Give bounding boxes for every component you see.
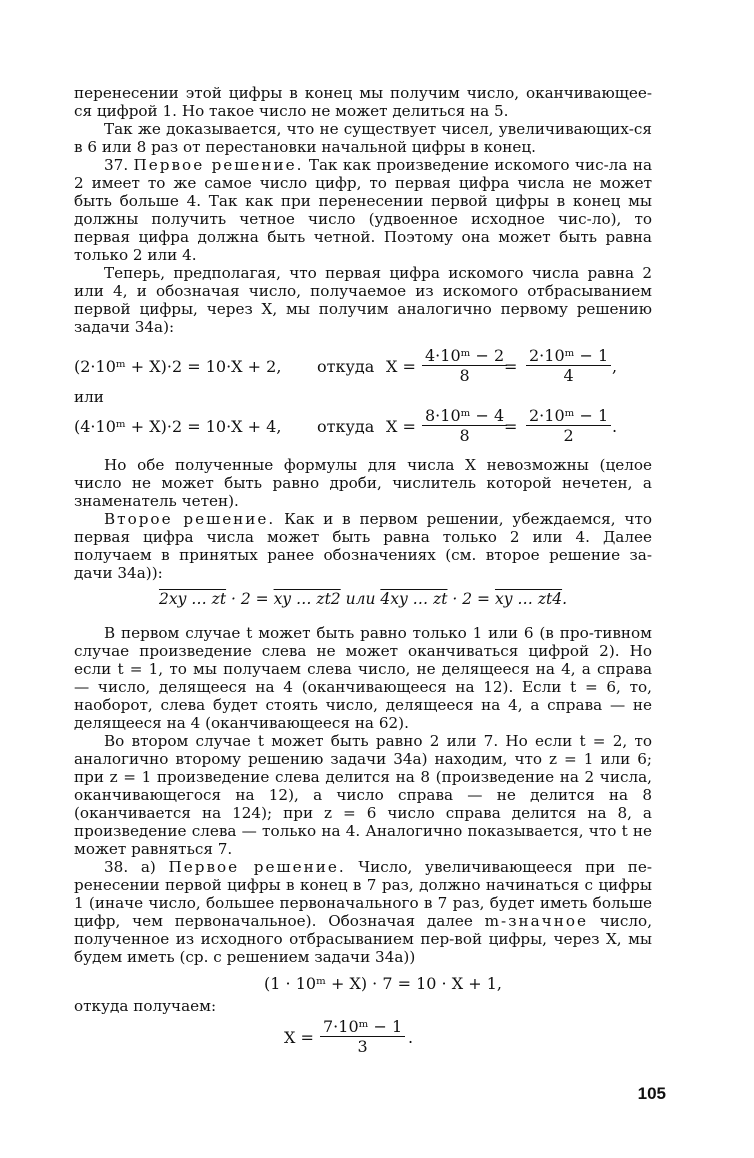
paragraph: Но обе полученные формулы для числа X невозможны (целое число не может быть равно дроби, числитель которой нечетен, а знаменатель четен). — [74, 456, 652, 510]
fraction: $\frac{\text{7·10ᵐ − 1}}{3}$ — [320, 1017, 405, 1056]
problem-number: 37. — [104, 156, 129, 174]
problem-number: 38. а) — [104, 858, 156, 876]
fraction: $\frac{\text{4·10ᵐ − 2}}{8}$ — [422, 346, 507, 385]
formula-3: 2xy … zt · 2 = xy … zt2 или 4xy … zt · 2 = xy … zt4. — [158, 590, 568, 608]
solution-heading: Первое решение. — [168, 858, 346, 876]
solution-heading: Второе решение. — [104, 510, 276, 528]
paragraph: Второе решение. Как и в первом решении, убеждаемся, что первая цифра числа может быть равна только 2 или 4. Далее получаем в принятых ранее обозначениях (см. второе решение за-дачи 34а)): — [74, 510, 652, 582]
formula-1: (2·10ᵐ + X)·2 = 10·X + 2, откуда X = $\frac{\text{4·10ᵐ − 2}}{8}$ = $\frac{\text{2·10ᵐ − 1}}{4}$ , — [74, 346, 618, 385]
fraction: $\frac{\text{2·10ᵐ − 1}}{2}$ — [526, 406, 611, 445]
paragraph: 37. Первое решение. Так как произведение искомого чис-ла на 2 имеет то же самое число цифр, то первая цифра числа не может быть больше 4. Так как при перенесении первой цифры в конец мы должны получить четное число (удвоенное исходное чис-ло), то первая цифра должна быть четной. Поэтому она может быть равна только 2 или 4. — [74, 156, 652, 264]
formula-4: (1 · 10ᵐ + X) · 7 = 10 · X + 1, — [264, 974, 502, 993]
paragraph: Во втором случае t может быть равно 2 или 7. Но если t = 2, то аналогично второму решению задачи 34а) находим, что z = 1 или 6; при z = 1 произведение слева делится на 8 (произведение на 2 числа, оканчивающегося на 12), а число справа — не делится на 8 (оканчивается на 124); при z = 6 число справа делится на 8, а произведение слева — только на 4. Аналогично показывается, что t не может равняться 7. — [74, 732, 652, 858]
solution-heading: Первое решение. — [133, 156, 304, 174]
paragraph: откуда получаем: — [74, 997, 217, 1015]
paragraph: Так же доказывается, что не существует чисел, увеличивающих-ся в 6 или 8 раз от перестановки начальной цифры в конец. — [74, 120, 652, 156]
paragraph: перенесении этой цифры в конец мы получим число, оканчивающее-ся цифрой 1. Но такое число не может делиться на 5. — [74, 84, 652, 120]
page-body — [74, 84, 652, 1061]
formula-2: (4·10ᵐ + X)·2 = 10·X + 4, откуда X = $\frac{\text{8·10ᵐ − 4}}{8}$ = $\frac{\text{2·10ᵐ − 1}}{2}$ . — [74, 406, 618, 445]
paragraph: 38. а) Первое решение. Число, увеличивающееся при пе-ренесении первой цифры в конец в 7 раз, должно начинаться с цифры 1 (иначе число, большее первоначального в 7 раз, будет иметь больше цифр, чем первоначальное). Обозначая далее m-значное число, полученное из исходного отбрасыванием пер-вой цифры, через X, мы будем иметь (ср. с решением задачи 34а)) — [74, 858, 653, 966]
paragraph: Теперь, предполагая, что первая цифра искомого числа равна 2 или 4, и обозначая число, получаемое из искомого отбрасыванием первой цифры, через X, мы получим аналогично первому решению задачи 34а): — [74, 264, 652, 336]
fraction: $\frac{\text{2·10ᵐ − 1}}{4}$ — [526, 346, 611, 385]
fraction: $\frac{\text{8·10ᵐ − 4}}{8}$ — [422, 406, 507, 445]
page-number: 105 — [637, 1084, 666, 1103]
paragraph: или — [74, 388, 104, 406]
paragraph: В первом случае t может быть равно только 1 или 6 (в про-тивном случае произведение слева не может оканчиваться цифрой 2). Но если t = 1, то мы получаем слева число, не делящееся на 4, а справа — число, делящееся на 4 (оканчивающееся на 12). Если t = 6, то, наоборот, слева будет стоять число, делящееся на 4, а справа — не делящееся на 4 (оканчивающееся на 62). — [74, 624, 652, 732]
formula-5: X = $\frac{\text{7·10ᵐ − 1}}{3}$ . — [284, 1017, 414, 1056]
